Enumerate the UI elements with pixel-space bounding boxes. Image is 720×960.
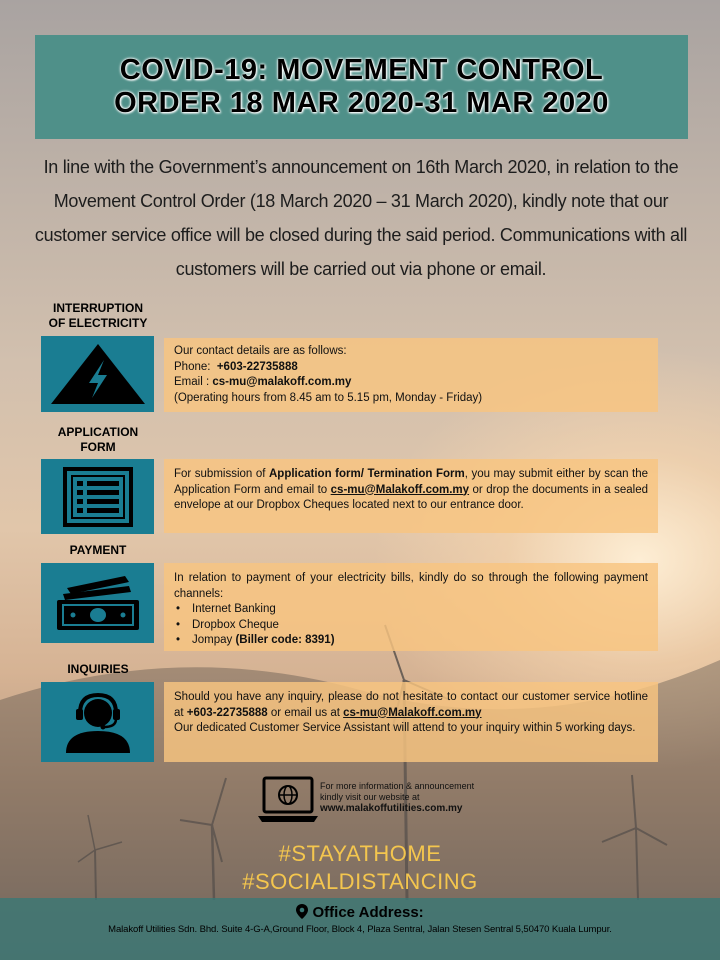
website-url-link[interactable]: www.malakoffutilities.com.my [320, 803, 463, 814]
jompay-label: Jompay [192, 634, 236, 646]
footer-address-bar [0, 898, 720, 960]
email-label: Email : [174, 376, 210, 388]
office-address-label: Office Address: [312, 904, 424, 921]
page-title [114, 54, 609, 120]
cash-money-icon [53, 574, 143, 632]
application-email-link[interactable]: cs-mu@Malakoff.com.my [330, 483, 470, 496]
inquiries-text-1: Should you have any inquiry, please do not hesitate to contact our customer service hotline at [174, 691, 648, 719]
section-label-electricity [42, 301, 154, 331]
email-address[interactable]: cs-mu@malakoff.com.my [212, 376, 352, 388]
form-names: Application form/ Termination Form [269, 468, 465, 480]
laptop-globe-icon [258, 776, 318, 824]
hashtag-stay-at-home: #STAYATHOME [278, 841, 442, 866]
electricity-info-box [164, 338, 658, 412]
title-line-2: ORDER 18 MAR 2020-31 MAR 2020 [114, 87, 609, 119]
section-label-inquiries: INQUIRIES [67, 662, 129, 676]
intro-paragraph: In line with the Government’s announcement on 16th March 2020, in relation to the Movement Control Order (18 March 2020 – 31 March 2020), kindly note that our customer service office will be closed during the said period. Communications with all customers will be carried out via phone or email. [34, 157, 688, 279]
hashtags [0, 840, 720, 896]
website-line-2: kindly visit our website at [320, 792, 420, 802]
email-row [174, 375, 648, 391]
inquiries-text-2: or email us at [267, 706, 344, 719]
inquiries-icon-box [41, 682, 154, 762]
application-text-1: For submission of [174, 468, 269, 480]
label-line-2: FORM [80, 440, 116, 454]
section-label-payment: PAYMENT [69, 543, 127, 557]
hotline-number[interactable]: +603-22735888 [186, 706, 268, 719]
operating-hours: (Operating hours from 8.45 am to 5.15 pm, Monday - Friday) [174, 391, 483, 404]
list-item [174, 633, 648, 649]
application-icon-box [41, 459, 154, 534]
inquiries-info-box [164, 682, 658, 762]
biller-code: (Biller code: 8391) [235, 634, 335, 646]
payment-icon-box [41, 563, 154, 643]
label-line-2: OF ELECTRICITY [48, 316, 148, 330]
payment-info-box [164, 563, 658, 651]
form-document-icon [63, 467, 133, 527]
office-address-text: Malakoff Utilities Sdn. Bhd. Suite 4-G-A,Ground Floor, Block 4, Plaza Sentral, Jalan Stesen Sentral 5,50470 Kuala Lumpur. [108, 924, 612, 935]
inquiries-text-3: Our dedicated Customer Service Assistant will attend to your inquiry within 5 working days. [174, 722, 636, 734]
high-voltage-warning-icon [49, 342, 147, 406]
label-line-1: APPLICATION [57, 425, 139, 439]
list-item: • Internet Banking [174, 602, 648, 618]
electricity-icon-box [41, 336, 154, 412]
website-info [258, 776, 558, 826]
contact-intro: Our contact details are as follows: [174, 345, 347, 357]
website-text [320, 781, 474, 814]
office-address-title [0, 904, 720, 921]
title-banner [35, 35, 688, 139]
customer-service-headset-icon [58, 691, 138, 753]
phone-label: Phone: [174, 360, 211, 373]
application-info-box [164, 459, 658, 533]
application-text-2: , you may submit either by scan the Application Form and email to [174, 468, 649, 496]
inquiries-email-link[interactable]: cs-mu@Malakoff.com.my [343, 706, 482, 719]
title-line-1: COVID-19: MOVEMENT CONTROL [119, 54, 604, 86]
phone-number[interactable]: +603-22735888 [216, 360, 298, 373]
section-label-application [42, 425, 154, 455]
hashtag-social-distancing: #SOCIALDISTANCING [242, 869, 478, 894]
website-line-1: For more information & announcement [320, 781, 475, 791]
application-text-3: or drop the documents in a sealed envelope at our Dropbox Cheques located next to our entrance door. [174, 483, 648, 511]
payment-channels-list [174, 602, 648, 649]
payment-intro: In relation to payment of your electricity bills, kindly do so through the following payment channels: [174, 572, 648, 600]
list-item: • Dropbox Cheque [174, 618, 648, 634]
label-line-1: INTERRUPTION [53, 301, 143, 315]
phone-row [174, 360, 648, 376]
location-pin-icon [296, 904, 308, 919]
